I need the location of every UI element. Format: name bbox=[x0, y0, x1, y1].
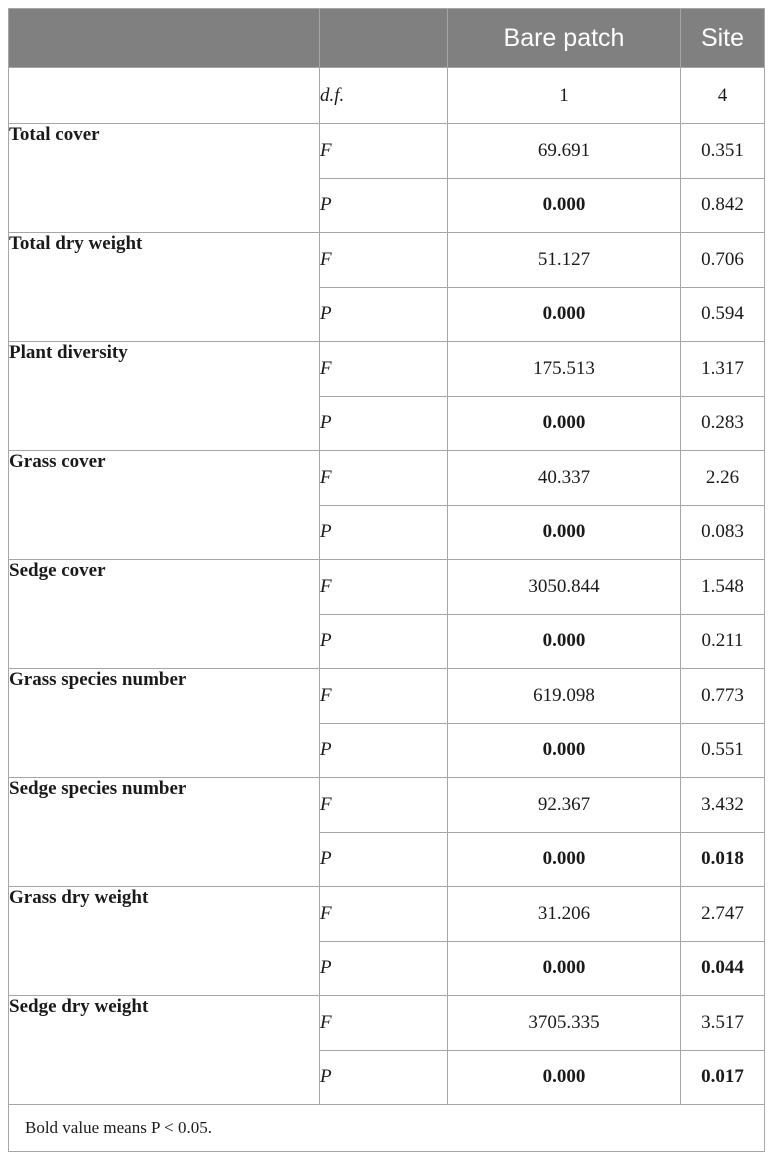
variable-name: Sedge dry weight bbox=[9, 996, 320, 1105]
header-variable bbox=[9, 9, 320, 68]
table-row bbox=[9, 451, 765, 506]
site-value: 0.211 bbox=[681, 614, 765, 669]
site-value: 0.842 bbox=[681, 178, 765, 233]
bare-patch-value: 0.000 bbox=[448, 287, 681, 342]
header-bare-patch: Bare patch bbox=[448, 9, 681, 68]
bare-patch-value: 0.000 bbox=[448, 614, 681, 669]
stat-label: F bbox=[320, 124, 448, 179]
site-value: 0.551 bbox=[681, 723, 765, 778]
site-value: 0.773 bbox=[681, 669, 765, 724]
variable-name: Plant diversity bbox=[9, 342, 320, 451]
stat-label: F bbox=[320, 996, 448, 1051]
df-label bbox=[9, 68, 320, 124]
anova-table bbox=[8, 8, 765, 1152]
bare-patch-value: 619.098 bbox=[448, 669, 681, 724]
site-value: 1.317 bbox=[681, 342, 765, 397]
header-row bbox=[9, 9, 765, 68]
header-site: Site bbox=[681, 9, 765, 68]
table-row bbox=[9, 124, 765, 179]
table-row bbox=[9, 342, 765, 397]
variable-name: Total dry weight bbox=[9, 233, 320, 342]
stat-label: P bbox=[320, 723, 448, 778]
bare-patch-value: 92.367 bbox=[448, 778, 681, 833]
bare-patch-value: 0.000 bbox=[448, 505, 681, 560]
footnote: Bold value means P < 0.05. bbox=[9, 1105, 765, 1152]
table-row bbox=[9, 560, 765, 615]
stat-label: P bbox=[320, 396, 448, 451]
site-value: 0.018 bbox=[681, 832, 765, 887]
bare-patch-value: 0.000 bbox=[448, 1050, 681, 1105]
stat-label: P bbox=[320, 941, 448, 996]
stat-label: F bbox=[320, 233, 448, 288]
stat-label: P bbox=[320, 614, 448, 669]
table-row bbox=[9, 233, 765, 288]
site-value: 0.351 bbox=[681, 124, 765, 179]
bare-patch-value: 0.000 bbox=[448, 178, 681, 233]
site-value: 3.517 bbox=[681, 996, 765, 1051]
df-bare-patch: 1 bbox=[448, 68, 681, 124]
table-row bbox=[9, 669, 765, 724]
stat-label: P bbox=[320, 178, 448, 233]
header-stat bbox=[320, 9, 448, 68]
table-row bbox=[9, 778, 765, 833]
bare-patch-value: 3050.844 bbox=[448, 560, 681, 615]
bare-patch-value: 40.337 bbox=[448, 451, 681, 506]
table-body bbox=[9, 68, 765, 1105]
bare-patch-value: 175.513 bbox=[448, 342, 681, 397]
bare-patch-value: 0.000 bbox=[448, 396, 681, 451]
stat-label: F bbox=[320, 451, 448, 506]
bare-patch-value: 0.000 bbox=[448, 723, 681, 778]
variable-name: Sedge species number bbox=[9, 778, 320, 887]
bare-patch-value: 69.691 bbox=[448, 124, 681, 179]
site-value: 2.26 bbox=[681, 451, 765, 506]
variable-name: Grass cover bbox=[9, 451, 320, 560]
site-value: 0.083 bbox=[681, 505, 765, 560]
site-value: 0.283 bbox=[681, 396, 765, 451]
df-site: 4 bbox=[681, 68, 765, 124]
site-value: 0.594 bbox=[681, 287, 765, 342]
stat-label: F bbox=[320, 342, 448, 397]
bare-patch-value: 31.206 bbox=[448, 887, 681, 942]
footnote-row bbox=[9, 1105, 765, 1152]
variable-name: Sedge cover bbox=[9, 560, 320, 669]
df-row bbox=[9, 68, 765, 124]
table-row bbox=[9, 996, 765, 1051]
df-stat-label: d.f. bbox=[320, 68, 448, 124]
variable-name: Grass species number bbox=[9, 669, 320, 778]
stat-label: P bbox=[320, 505, 448, 560]
site-value: 1.548 bbox=[681, 560, 765, 615]
bare-patch-value: 0.000 bbox=[448, 941, 681, 996]
bare-patch-value: 3705.335 bbox=[448, 996, 681, 1051]
stat-label: F bbox=[320, 669, 448, 724]
stat-label: F bbox=[320, 560, 448, 615]
stat-label: P bbox=[320, 287, 448, 342]
stat-label: P bbox=[320, 832, 448, 887]
variable-name: Grass dry weight bbox=[9, 887, 320, 996]
site-value: 0.044 bbox=[681, 941, 765, 996]
stat-label: F bbox=[320, 887, 448, 942]
site-value: 0.017 bbox=[681, 1050, 765, 1105]
bare-patch-value: 0.000 bbox=[448, 832, 681, 887]
stat-label: F bbox=[320, 778, 448, 833]
variable-name: Total cover bbox=[9, 124, 320, 233]
stat-label: P bbox=[320, 1050, 448, 1105]
bare-patch-value: 51.127 bbox=[448, 233, 681, 288]
site-value: 0.706 bbox=[681, 233, 765, 288]
table-row bbox=[9, 887, 765, 942]
site-value: 2.747 bbox=[681, 887, 765, 942]
site-value: 3.432 bbox=[681, 778, 765, 833]
